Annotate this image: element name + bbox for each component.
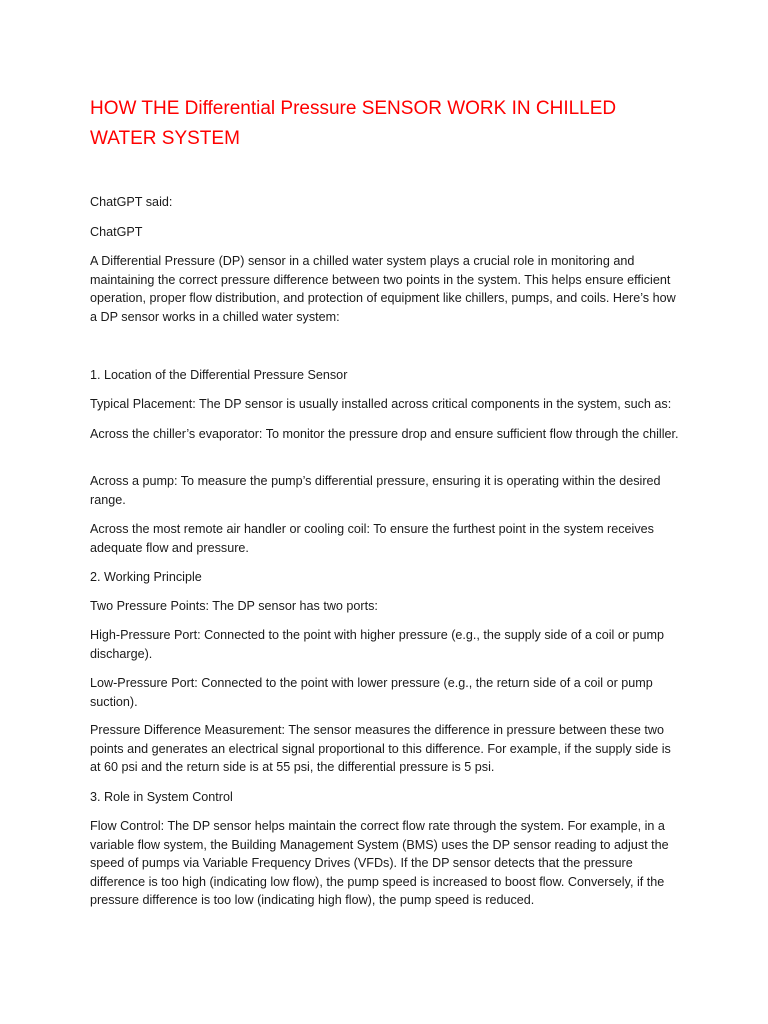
paragraph-high-pressure-port: High-Pressure Port: Connected to the point with higher pressure (e.g., the supply side of a coil or pump discharge).	[90, 628, 665, 661]
paragraph-two-pressure-points: Two Pressure Points: The DP sensor has two ports:	[90, 599, 378, 613]
section-heading-working-principle: 2. Working Principle	[90, 570, 202, 584]
section-heading-location: 1. Location of the Differential Pressure Sensor	[90, 368, 348, 382]
paragraph-pressure-difference-measurement: Pressure Difference Measurement: The sensor measures the difference in pressure between these two points and generates an electrical signal proportional to this difference. For example, if the supply side is at 60 psi and the return side is at 55 psi, the differential pressure is 5 psi.	[90, 723, 671, 775]
intro-paragraph: A Differential Pressure (DP) sensor in a chilled water system plays a crucial role in monitoring and maintaining the correct pressure difference between two points in the system. This helps ensure efficient operation, proper flow distribution, and protection of equipment like chillers, pumps, and coils. Here’s how a DP sensor works in a chilled water system:	[90, 254, 676, 324]
paragraph-chiller-evaporator: Across the chiller’s evaporator: To monitor the pressure drop and ensure sufficient flow through the chiller.	[90, 427, 679, 441]
chatgpt-label: ChatGPT	[90, 225, 143, 239]
section-heading-system-control: 3. Role in System Control	[90, 790, 233, 804]
paragraph-typical-placement: Typical Placement: The DP sensor is usually installed across critical components in the system, such as:	[90, 397, 672, 411]
paragraph-flow-control: Flow Control: The DP sensor helps maintain the correct flow rate through the system. For example, in a variable flow system, the Building Management System (BMS) uses the DP sensor reading to adjust the speed of pumps via Variable Frequency Drives (VFDs). If the DP sensor detects that the pressure difference is too high (indicating low flow), the pump speed is increased to boost flow. Conversely, if the pressure difference is too low (indicating high flow), the pump speed is reduced.	[90, 819, 669, 908]
paragraph-low-pressure-port: Low-Pressure Port: Connected to the point with lower pressure (e.g., the return side of a coil or pump suction).	[90, 676, 653, 709]
paragraph-pump: Across a pump: To measure the pump’s differential pressure, ensuring it is operating within the desired range.	[90, 474, 661, 507]
paragraph-remote-air-handler: Across the most remote air handler or cooling coil: To ensure the furthest point in the system receives adequate flow and pressure.	[90, 522, 654, 555]
document-title: HOW THE Differential Pressure SENSOR WORK IN CHILLED WATER SYSTEM	[90, 98, 617, 149]
chatgpt-said-label: ChatGPT said:	[90, 195, 173, 209]
